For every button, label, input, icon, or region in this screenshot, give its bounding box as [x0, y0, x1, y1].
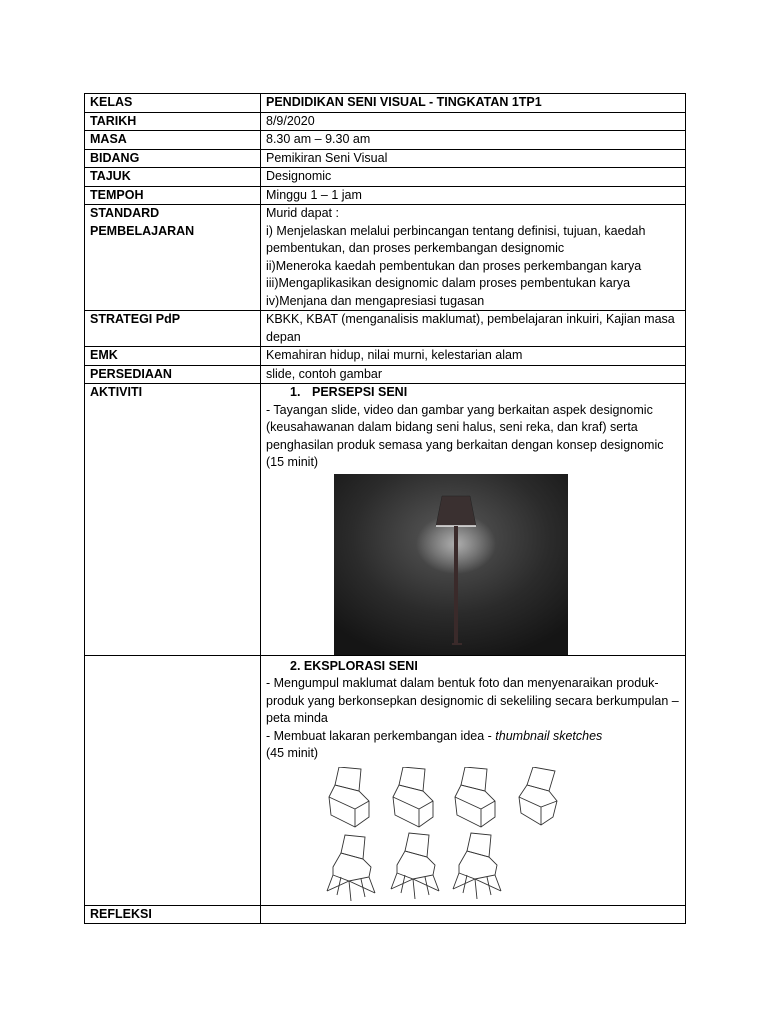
chair-sketches-icon	[321, 767, 641, 903]
label-emk: EMK	[85, 347, 261, 366]
value-kelas: PENDIDIKAN SENI VISUAL - TINGKATAN 1TP1	[261, 94, 686, 113]
aktiviti-heading-number: 1.	[290, 385, 301, 399]
row-tempoh	[85, 186, 686, 205]
value-emk: Kemahiran hidup, nilai murni, kelestarian alam	[261, 347, 686, 366]
eksplorasi-text-2	[266, 728, 680, 746]
eksplorasi-heading: 2. EKSPLORASI SENI	[290, 658, 418, 673]
chair-sketch-1	[329, 767, 369, 827]
aktiviti-heading-text: PERSEPSI SENI	[312, 385, 408, 399]
label-masa: MASA	[85, 131, 261, 150]
eksplorasi-duration: (45 minit)	[266, 746, 319, 760]
row-emk	[85, 347, 686, 366]
chair-sketch-2	[393, 767, 433, 827]
chair-thumbnail-sketches	[321, 767, 641, 903]
value-masa: 8.30 am – 9.30 am	[261, 131, 686, 150]
standard-item-1: i) Menjelaskan melalui perbincangan tentang definisi, tujuan, kaedah pembentukan, dan proses perkembangan designomic	[266, 223, 646, 255]
chair-sketch-6	[391, 833, 439, 899]
eksplorasi-text-2-italic: thumbnail sketches	[495, 728, 603, 743]
label-tajuk: TAJUK	[85, 168, 261, 187]
value-standard	[261, 205, 686, 311]
value-refleksi	[261, 905, 686, 924]
label-refleksi: REFLEKSI	[85, 905, 261, 924]
label-tarikh: TARIKH	[85, 112, 261, 131]
chair-sketch-3	[455, 767, 495, 827]
value-bidang: Pemikiran Seni Visual	[261, 149, 686, 168]
value-strategi: KBKK, KBAT (menganalisis maklumat), pembelajaran inkuiri, Kajian masa depan	[261, 311, 686, 347]
row-tajuk	[85, 168, 686, 187]
label-eksplorasi	[85, 655, 261, 905]
value-persediaan: slide, contoh gambar	[261, 365, 686, 384]
label-bidang: BIDANG	[85, 149, 261, 168]
chair-sketch-4	[519, 767, 557, 825]
row-kelas	[85, 94, 686, 113]
row-masa	[85, 131, 686, 150]
eksplorasi-text-1: - Mengumpul maklumat dalam bentuk foto dan menyenaraikan produk-produk yang berkonsepkan designomic di sekeliling secara berkumpulan – peta minda	[266, 676, 679, 725]
standard-item-4: iv)Menjana dan mengapresiasi tugasan	[266, 293, 485, 308]
value-tarikh: 8/9/2020	[261, 112, 686, 131]
aktiviti-duration: (15 minit)	[266, 455, 319, 469]
value-aktiviti	[261, 384, 686, 656]
label-kelas: KELAS	[85, 94, 261, 113]
value-tempoh: Minggu 1 – 1 jam	[261, 186, 686, 205]
standard-item-3: iii)Mengaplikasikan designomic dalam proses pembentukan karya	[266, 276, 631, 290]
row-standard	[85, 205, 686, 311]
label-standard: STANDARD PEMBELAJARAN	[85, 205, 261, 311]
standard-item-2: ii)Meneroka kaedah pembentukan dan proses perkembangan karya	[266, 258, 642, 273]
row-tarikh	[85, 112, 686, 131]
value-eksplorasi	[261, 655, 686, 905]
row-aktiviti	[85, 384, 686, 656]
floor-lamp-icon	[334, 474, 568, 655]
aktiviti-heading	[266, 384, 680, 402]
eksplorasi-text-2-prefix: - Membuat lakaran perkembangan idea -	[266, 728, 496, 743]
label-aktiviti: AKTIVITI	[85, 384, 261, 656]
row-bidang	[85, 149, 686, 168]
label-strategi: STRATEGI PdP	[85, 311, 261, 347]
standard-intro: Murid dapat :	[266, 206, 339, 220]
aktiviti-text: - Tayangan slide, video dan gambar yang berkaitan aspek designomic (keusahawanan dalam bidang seni halus, seni reka, dan kraf) serta penghasilan produk semasa yang berkaitan dengan konsep designomic	[266, 402, 664, 452]
row-strategi	[85, 311, 686, 347]
floor-lamp-photo	[334, 474, 568, 655]
label-persediaan: PERSEDIAAN	[85, 365, 261, 384]
value-tajuk: Designomic	[261, 168, 686, 187]
chair-sketch-7	[453, 833, 501, 899]
row-refleksi	[85, 905, 686, 924]
row-eksplorasi	[85, 655, 686, 905]
lesson-plan-table	[84, 93, 686, 924]
row-persediaan	[85, 365, 686, 384]
label-tempoh: TEMPOH	[85, 186, 261, 205]
chair-sketch-5	[327, 835, 375, 901]
